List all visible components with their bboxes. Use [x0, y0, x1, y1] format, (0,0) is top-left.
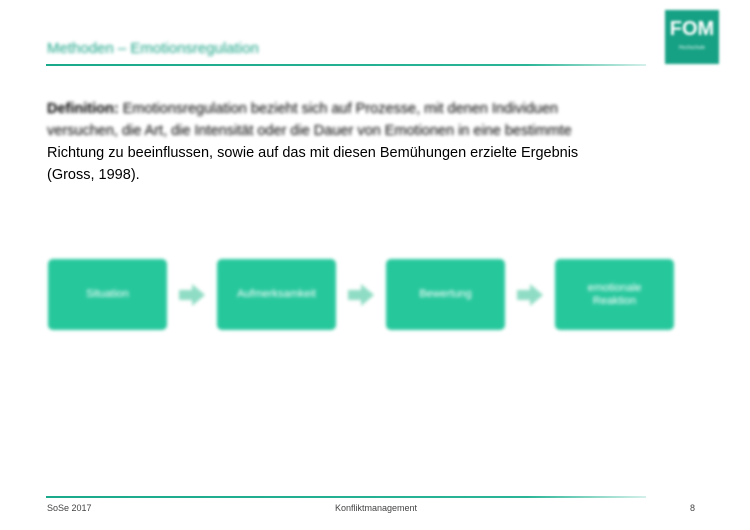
definition-line-3: Richtung zu beeinflussen, sowie auf das mit diesen Bemühungen erzielte Ergebnis — [47, 145, 579, 161]
step-label: Situation — [86, 288, 129, 300]
arrow-right-icon — [179, 282, 205, 308]
step-situation — [48, 259, 167, 330]
footer-course: Konfliktmanagement — [335, 503, 418, 513]
step-emotional-reaction — [555, 259, 674, 330]
footer-semester: SoSe 2017 — [47, 503, 92, 513]
slide-title: Methoden – Emotionsregulation — [47, 40, 259, 57]
logo-text: FOM — [669, 18, 715, 40]
process-diagram — [48, 259, 676, 330]
footer-divider — [46, 496, 646, 498]
arrow-right-icon — [517, 282, 543, 308]
definition-line-2: versuchen, die Art, die Intensität oder die Dauer von Emotionen in eine bestimmte — [47, 123, 572, 139]
fom-logo — [665, 10, 719, 64]
definition-label: Definition: — [47, 101, 119, 117]
definition-line-1 — [47, 98, 647, 120]
step-label: Bewertung — [419, 288, 472, 300]
page-number: 8 — [690, 503, 696, 513]
step-label: emotionale — [587, 281, 642, 294]
step-label-2: Reaktion — [592, 294, 637, 307]
title-divider — [46, 64, 646, 66]
definition-line-4: (Gross, 1998). — [47, 167, 140, 183]
step-appraisal — [386, 259, 505, 330]
definition-text — [47, 98, 647, 186]
arrow-right-icon — [348, 282, 374, 308]
step-attention — [217, 259, 336, 330]
definition-line-1-text: Emotionsregulation bezieht sich auf Prozesse, mit denen Individuen — [122, 101, 558, 117]
logo-subtext: Hochschule — [678, 45, 706, 51]
step-label: Aufmerksamkeit — [237, 288, 316, 300]
